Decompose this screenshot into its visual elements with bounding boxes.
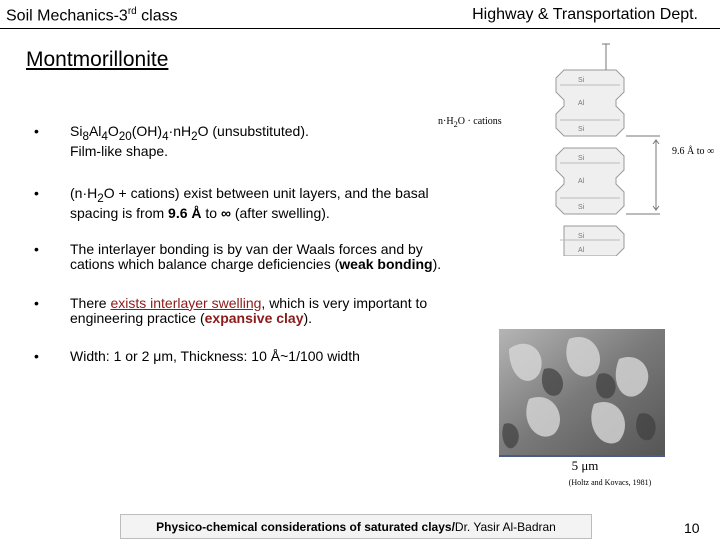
bullet-list <box>34 124 444 364</box>
header-divider <box>0 28 720 29</box>
micrograph-image <box>499 329 665 455</box>
unit-layer-1 <box>556 70 624 136</box>
spacing-label: 9.6 Å to ∞ <box>672 146 715 157</box>
bullet-bonding: • The interlayer bonding is by van der Waals forces and by cations which balance charge deficiencies (weak bonding). <box>34 240 442 272</box>
slide-title: Montmorillonite <box>26 48 169 71</box>
layer-label: Al <box>578 178 585 185</box>
page-number: 10 <box>684 520 700 536</box>
unit-layer-3 <box>564 226 624 256</box>
bullet-icon: • <box>34 123 39 139</box>
image-credit: (Holtz and Kovacs, 1981) <box>568 478 652 487</box>
scale-bar <box>499 455 665 457</box>
interlayer-label: $n\cdot H_2O$ · cations <box>438 116 502 129</box>
layer-label: Al <box>578 247 585 254</box>
layer-label: Si <box>578 204 585 211</box>
bullet-dimensions: • Width: 1 or 2 μm, Thickness: 10 Å~1/100 width <box>34 347 360 364</box>
footer-author: Dr. Yasir Al-Badran <box>454 519 556 534</box>
course-title: Soil Mechanics-3rd class <box>6 6 178 25</box>
layer-label: Si <box>578 77 585 84</box>
layer-label: Si <box>578 155 585 162</box>
bullet-basal-spacing: • ($n\cdot H_2O$ + cations) exist between unit layers, and the basal spacing is from 9.6 Å to ∞ (after swelling). <box>34 184 429 221</box>
bullet-icon: • <box>34 347 39 364</box>
bullet-icon: • <box>34 240 39 257</box>
layer-label: Si <box>578 233 585 240</box>
bullet-swelling: • There exists interlayer swelling, which is very important to engineering practice (expansive clay). <box>34 294 428 326</box>
department-name: Highway & Transportation Dept. <box>472 6 698 23</box>
layer-label: Al <box>578 100 585 107</box>
bullet-icon: • <box>34 184 39 201</box>
sem-micrograph <box>499 329 665 455</box>
bullet-icon: • <box>34 294 39 311</box>
unit-layer-2 <box>556 148 624 214</box>
layer-label: Si <box>578 126 585 133</box>
footer-title: Physico-chemical considerations of saturated clays/ <box>156 519 455 534</box>
layer-structure-diagram <box>510 40 680 256</box>
footer-bar <box>120 514 592 539</box>
scale-label: 5 μm <box>571 458 599 473</box>
bullet-formula: • $Si_8Al_4O_{20}(OH)_4\cdot nH_2O$ (unsubstituted). Film-like shape. <box>34 123 309 159</box>
